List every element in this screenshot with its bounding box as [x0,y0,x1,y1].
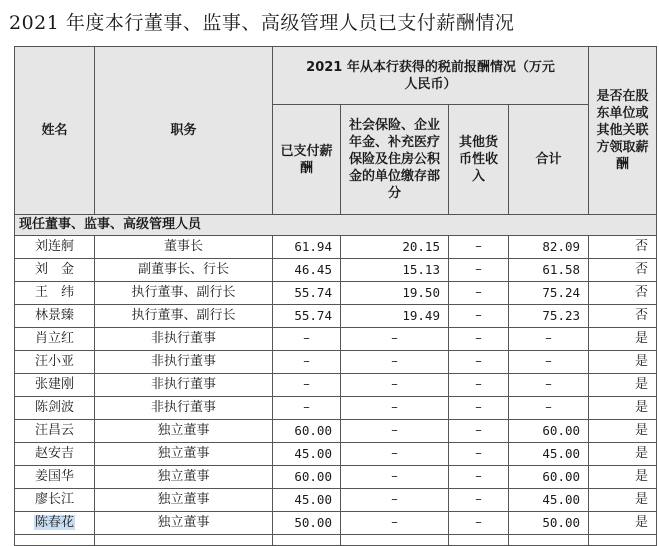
table-row [15,512,657,535]
cell-total: 82.09 [509,236,589,259]
cell-name: 肖立红 [15,328,95,351]
table-row [15,489,657,512]
cell-related: 是 [589,397,657,420]
cell-position: 非执行董事 [95,374,273,397]
cell-total: 75.23 [509,305,589,328]
table-row [15,305,657,328]
cell-other: – [449,466,509,489]
table-row [15,236,657,259]
table-row [15,328,657,351]
cell-total: 45.00 [509,489,589,512]
cell-name: 姜国华 [15,466,95,489]
cell-related: 否 [589,282,657,305]
cell-insurance: 19.50 [341,282,449,305]
cell-paid: – [273,351,341,374]
cell-other: – [449,512,509,535]
cell-total: – [509,397,589,420]
cell-paid: 55.74 [273,305,341,328]
header-name: 姓名 [15,47,95,215]
cell-total: – [509,328,589,351]
table-row-cutoff [15,535,657,546]
header-group: 2021 年从本行获得的税前报酬情况（万元人民币） [273,47,589,105]
cell-total: 61.58 [509,259,589,282]
cell-position: 副董事长、行长 [95,259,273,282]
table-row [15,466,657,489]
cell-name: 张建刚 [15,374,95,397]
selected-text-highlight[interactable]: 陈春花 [34,515,74,530]
header-related: 是否在股东单位或其他关联方领取薪酬 [589,47,657,215]
cell-paid: 45.00 [273,443,341,466]
cell-position: 非执行董事 [95,397,273,420]
empty-cell [273,535,341,546]
table-row [15,351,657,374]
cell-paid: 46.45 [273,259,341,282]
cell-other: – [449,282,509,305]
cell-name: 汪昌云 [15,420,95,443]
header-position: 职务 [95,47,273,215]
cell-name: 林景臻 [15,305,95,328]
cell-other: – [449,328,509,351]
cell-insurance: 20.15 [341,236,449,259]
cell-total: – [509,351,589,374]
cell-related: 是 [589,420,657,443]
cell-name: 廖长江 [15,489,95,512]
empty-cell [589,535,657,546]
cell-related: 是 [589,489,657,512]
cell-related: 是 [589,374,657,397]
cell-position: 独立董事 [95,420,273,443]
cell-related: 否 [589,305,657,328]
cell-other: – [449,443,509,466]
cell-related: 否 [589,259,657,282]
cell-other: – [449,351,509,374]
cell-other: – [449,259,509,282]
cell-position: 独立董事 [95,512,273,535]
empty-cell [509,535,589,546]
cell-related: 是 [589,443,657,466]
section-label: 现任董事、监事、高级管理人员 [15,215,657,236]
cell-paid: – [273,397,341,420]
table-row [15,374,657,397]
table-row [15,282,657,305]
cell-paid: 60.00 [273,466,341,489]
cell-related: 是 [589,512,657,535]
cell-other: – [449,305,509,328]
cell-insurance: – [341,328,449,351]
cell-paid: 45.00 [273,489,341,512]
header-insurance: 社会保险、企业年金、补充医疗保险及住房公积金的单位缴存部分 [341,105,449,215]
cell-insurance: – [341,443,449,466]
cell-name [15,512,95,535]
cell-related: 是 [589,328,657,351]
table-row [15,443,657,466]
empty-cell [95,535,273,546]
cell-paid: 55.74 [273,282,341,305]
cell-position: 董事长 [95,236,273,259]
cell-other: – [449,374,509,397]
header-total: 合计 [509,105,589,215]
cell-insurance: 15.13 [341,259,449,282]
cell-insurance: – [341,351,449,374]
header-other: 其他货币性收入 [449,105,509,215]
cell-name: 赵安吉 [15,443,95,466]
table-row [15,397,657,420]
empty-cell [449,535,509,546]
cell-name: 陈剑波 [15,397,95,420]
empty-cell [341,535,449,546]
cell-position: 执行董事、副行长 [95,305,273,328]
cell-other: – [449,236,509,259]
cell-insurance: – [341,374,449,397]
cell-position: 独立董事 [95,466,273,489]
cell-paid: 50.00 [273,512,341,535]
cell-position: 独立董事 [95,443,273,466]
cell-position: 非执行董事 [95,351,273,374]
salary-table-wrapper [14,46,656,546]
cell-total: 45.00 [509,443,589,466]
cell-position: 独立董事 [95,489,273,512]
cell-name: 汪小亚 [15,351,95,374]
page-title: 2021 年度本行董事、监事、高级管理人员已支付薪酬情况 [9,12,515,34]
section-row [15,215,657,236]
cell-insurance: – [341,512,449,535]
cell-insurance: – [341,420,449,443]
cell-total: 75.24 [509,282,589,305]
cell-total: 50.00 [509,512,589,535]
table-row [15,420,657,443]
cell-other: – [449,420,509,443]
cell-name: 王 纬 [15,282,95,305]
salary-table [14,46,657,546]
cell-insurance: 19.49 [341,305,449,328]
table-row [15,259,657,282]
empty-cell [15,535,95,546]
cell-insurance: – [341,489,449,512]
cell-insurance: – [341,397,449,420]
cell-total: 60.00 [509,420,589,443]
cell-name: 刘 金 [15,259,95,282]
cell-position: 非执行董事 [95,328,273,351]
cell-paid: – [273,374,341,397]
cell-paid: 61.94 [273,236,341,259]
cell-related: 是 [589,351,657,374]
cell-paid: 60.00 [273,420,341,443]
cell-related: 否 [589,236,657,259]
cell-total: 60.00 [509,466,589,489]
cell-related: 是 [589,466,657,489]
cell-name: 刘连舸 [15,236,95,259]
cell-paid: – [273,328,341,351]
cell-position: 执行董事、副行长 [95,282,273,305]
cell-insurance: – [341,466,449,489]
header-paid: 已支付薪酬 [273,105,341,215]
cell-total: – [509,374,589,397]
cell-other: – [449,489,509,512]
cell-other: – [449,397,509,420]
